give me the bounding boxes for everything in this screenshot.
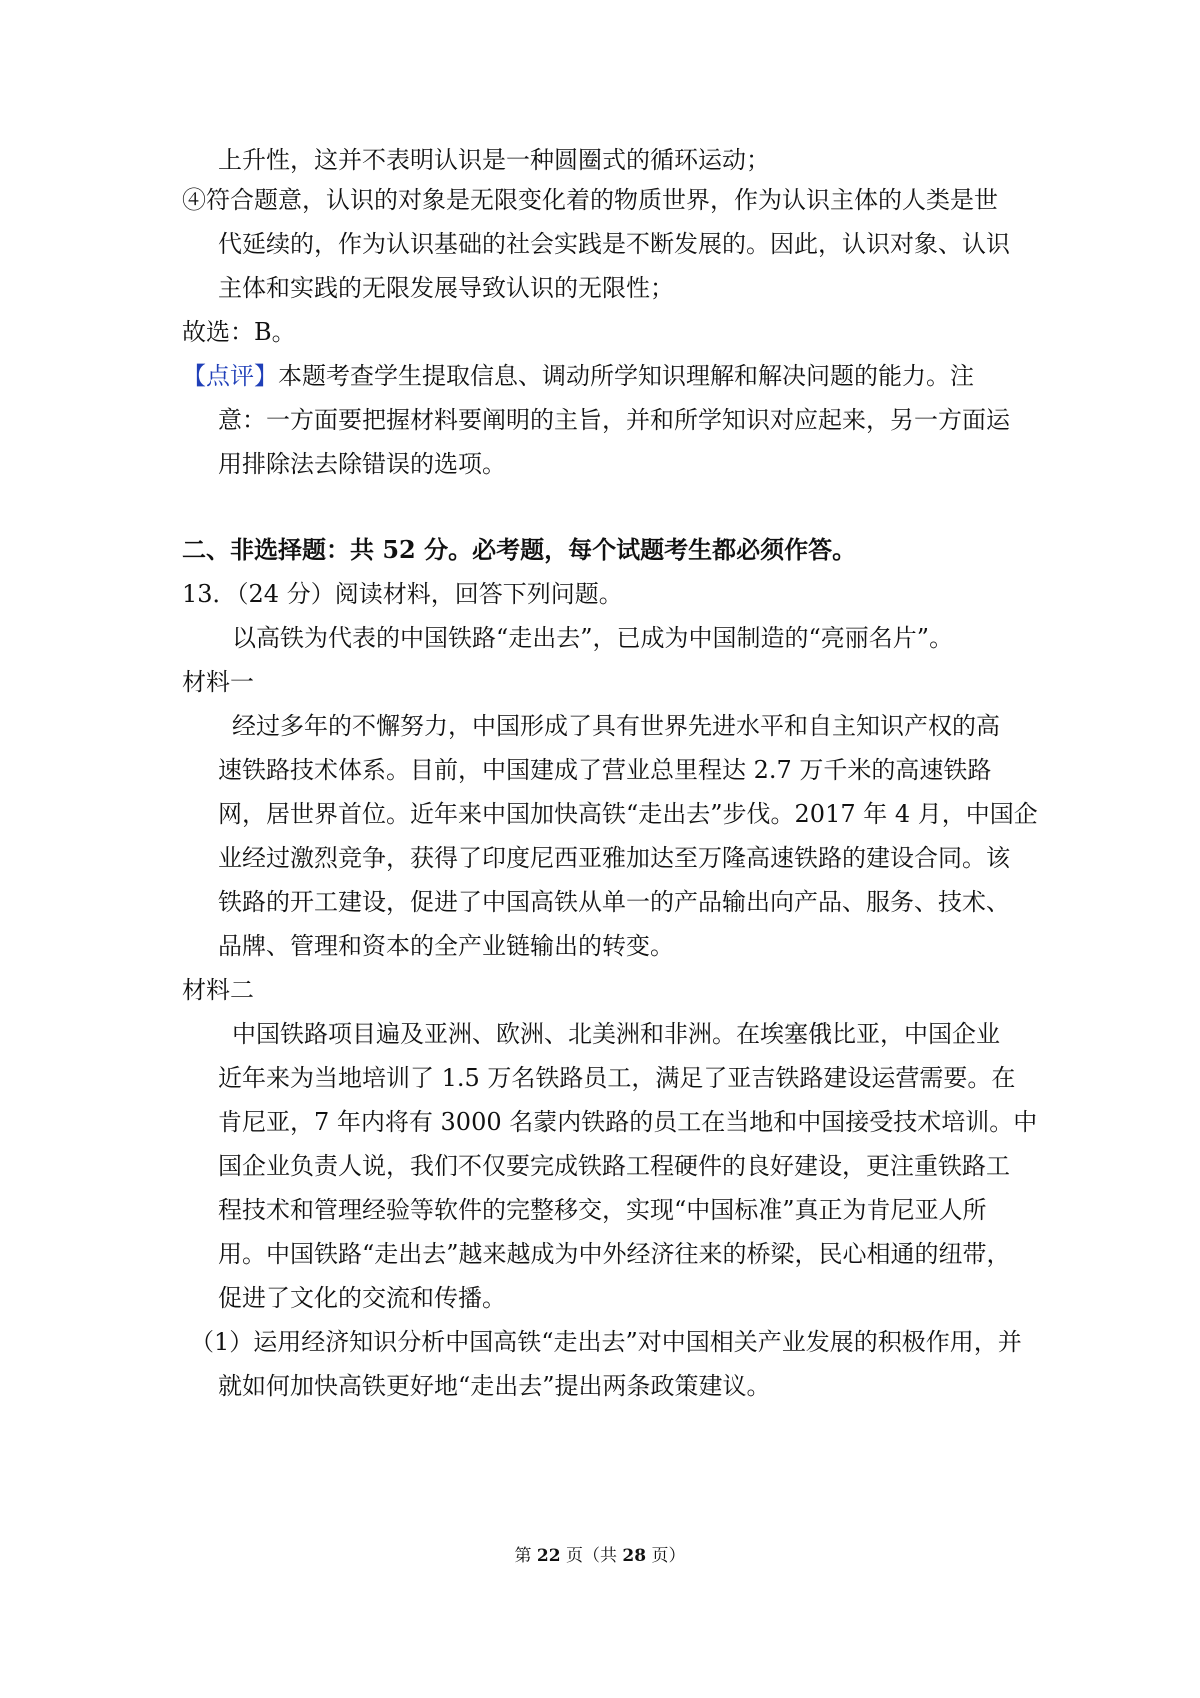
footer-prefix: 第 — [514, 1546, 532, 1566]
material-1-line: 铁路的开工建设，促进了中国高铁从单一的产品输出向产品、服务、技术、 — [218, 888, 1010, 916]
page-number: 22 — [536, 1546, 561, 1566]
material-1-line: 业经过激烈竞争，获得了印度尼西亚雅加达至万隆高速铁路的建设合同。该 — [218, 844, 1010, 872]
comment-text: 本题考查学生提取信息、调动所学知识理解和解决问题的能力。注 — [278, 362, 974, 390]
page-footer — [0, 1544, 1200, 1568]
question-intro: 以高铁为代表的中国铁路“走出去”，已成为中国制造的“亮丽名片”。 — [232, 624, 954, 652]
comment-tag: 【点评】 — [182, 362, 278, 390]
comment-text-cont: 用排除法去除错误的选项。 — [218, 450, 506, 478]
material-1-line: 网，居世界首位。近年来中国加快高铁“走出去”步伐。2017 年 4 月，中国企 — [218, 800, 1038, 828]
material-2-line: 中国铁路项目遍及亚洲、欧洲、北美洲和非洲。在埃塞俄比亚，中国企业 — [232, 1020, 1000, 1048]
material-2-line: 用。中国铁路“走出去”越来越成为中外经济往来的桥梁，民心相通的纽带， — [218, 1240, 1011, 1268]
question-title: 13．（24 分）阅读材料，回答下列问题。 — [182, 580, 623, 608]
material-1-line: 速铁路技术体系。目前，中国建成了营业总里程达 2.7 万千米的高速铁路 — [218, 756, 992, 784]
material-2-line: 促进了文化的交流和传播。 — [218, 1284, 506, 1312]
material-1-line: 品牌、管理和资本的全产业链输出的转变。 — [218, 932, 674, 960]
answer-choice: 故选：B。 — [182, 318, 296, 346]
footer-middle: 页（共 — [566, 1546, 617, 1566]
material-1-label: 材料一 — [182, 668, 254, 696]
prev-answer-line: 上升性，这并不表明认识是一种圆圈式的循环运动； — [218, 146, 770, 174]
material-2-line: 国企业负责人说，我们不仅要完成铁路工程硬件的良好建设，更注重铁路工 — [218, 1152, 1010, 1180]
material-2-line: 肯尼亚，7 年内将有 3000 名蒙内铁路的员工在当地和中国接受技术培训。中 — [218, 1108, 1038, 1136]
option-4-explanation: ④符合题意，认识的对象是无限变化着的物质世界，作为认识主体的人类是世 — [182, 186, 998, 214]
sub-question-1-cont: 就如何加快高铁更好地“走出去”提出两条政策建议。 — [218, 1372, 771, 1400]
option-4-explanation-cont: 代延续的，作为认识基础的社会实践是不断发展的。因此，认识对象、认识 — [218, 230, 1010, 258]
material-2-label: 材料二 — [182, 976, 254, 1004]
section-heading: 二、非选择题：共 52 分。必考题，每个试题考生都必须作答。 — [182, 535, 857, 564]
option-4-explanation-cont: 主体和实践的无限发展导致认识的无限性； — [218, 274, 674, 302]
footer-suffix: 页） — [651, 1546, 686, 1566]
material-1-line: 经过多年的不懈努力，中国形成了具有世界先进水平和自主知识产权的高 — [232, 712, 1000, 740]
material-2-line: 程技术和管理经验等软件的完整移交，实现“中国标准”真正为肯尼亚人所 — [218, 1196, 987, 1224]
comment-line — [182, 358, 974, 394]
sub-question-1: （1）运用经济知识分析中国高铁“走出去”对中国相关产业发展的积极作用，并 — [190, 1328, 1022, 1356]
total-pages: 28 — [622, 1546, 647, 1566]
comment-text-cont: 意：一方面要把握材料要阐明的主旨，并和所学知识对应起来，另一方面运 — [218, 406, 1010, 434]
material-2-line: 近年来为当地培训了 1.5 万名铁路员工，满足了亚吉铁路建设运营需要。在 — [218, 1064, 1016, 1092]
